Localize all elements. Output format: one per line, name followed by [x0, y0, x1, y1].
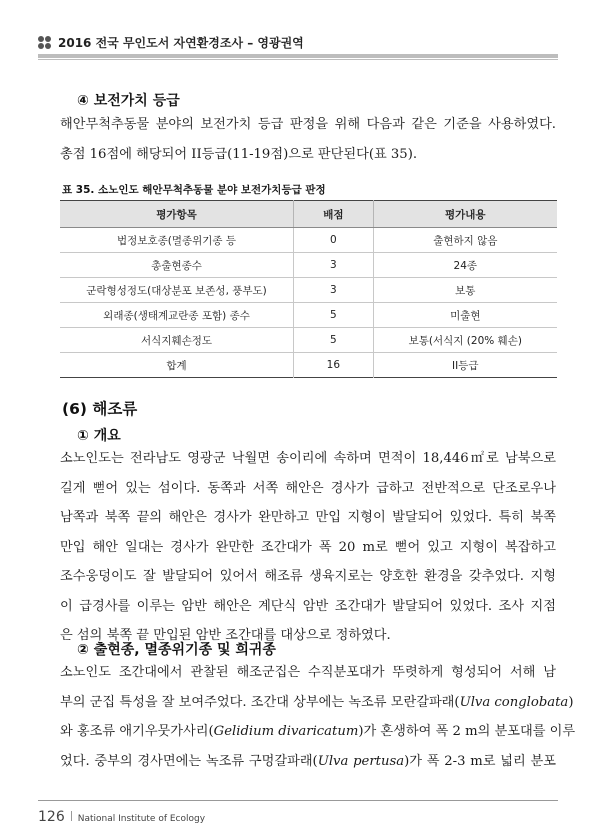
table-cell: 법정보호종(멸종위기종 등 — [60, 228, 294, 253]
paragraph-line: 이 급경사를 이루는 암반 해안은 계단식 암반 조간대가 발달되어 있었다. 조사 지점 — [60, 598, 556, 614]
paragraph-line: 은 섬의 북쪽 끝 만입된 암반 조간대를 대상으로 정하였다. — [60, 628, 391, 643]
column-header: 평가내용 — [373, 201, 557, 228]
table-total-row — [60, 353, 557, 378]
text-run: ) — [568, 694, 574, 710]
paragraph-line: 길게 뻗어 있는 섬이다. 동쪽과 서쪽 해안은 경사가 급하고 전반적으로 단조로우나 — [60, 480, 556, 496]
text-run: )가 폭 2-3 m로 넓리 분포 — [404, 753, 556, 769]
paragraph-line: 해안무척추동물 분야의 보전가치 등급 판정을 위해 다음과 같은 기준을 사용하였다. — [60, 117, 556, 132]
column-header: 배점 — [294, 201, 374, 228]
text-run: )가 혼생하여 폭 2 m의 분포대를 이루 — [358, 724, 576, 739]
text-run: 었다. 중부의 경사면에는 녹조류 구멍갈파래( — [60, 753, 318, 769]
table-cell: 외래종(생태계교란종 포함) 종수 — [60, 303, 294, 328]
species-name: Gelidium divaricatum — [213, 724, 359, 739]
table-row — [60, 253, 557, 278]
page-footer — [38, 806, 205, 825]
paragraph-line: 총점 16점에 해당되어 II등급(11-19점)으로 판단된다(표 35). — [60, 146, 418, 162]
table-cell: 보통 — [373, 278, 557, 303]
table-cell: 3 — [294, 278, 374, 303]
table-cell: 0 — [294, 228, 374, 253]
header-title: 2016 전국 무인도서 자연환경조사 – 영광권역 — [58, 36, 304, 50]
table-cell: 총출현종수 — [60, 253, 294, 278]
overview-paragraph — [60, 444, 556, 651]
table-cell: 5 — [294, 328, 374, 353]
paragraph-line — [60, 688, 574, 718]
conservation-grade-table — [60, 200, 557, 378]
paragraph-line — [60, 747, 556, 777]
species-name: Ulva pertusa — [317, 753, 405, 769]
table-cell: 5 — [294, 303, 374, 328]
paragraph-line: 조수웅덩이도 잘 발달되어 있어서 해조류 생육지로는 양호한 환경을 갖추었다. 지형 — [60, 569, 556, 584]
table-caption: 표 35. 소노인도 해안무척추동물 분야 보전가치등급 판정 — [62, 184, 326, 196]
footer-separator — [71, 811, 72, 821]
header-rule-thin — [38, 59, 558, 60]
table-row — [60, 303, 557, 328]
table-cell: 보통(서식지 (20% 훼손) — [373, 328, 557, 353]
table-cell: 서식지훼손정도 — [60, 328, 294, 353]
species-name: Ulva conglobata — [459, 694, 569, 710]
header-dots-icon — [38, 36, 52, 50]
running-header — [38, 32, 558, 60]
paragraph-line: 만입 해안 일대는 경사가 완만한 조간대가 폭 20 m로 뻗어 있고 지형이 복잡하고 — [60, 539, 556, 555]
page-number: 126 — [38, 809, 65, 825]
text-run: 부의 군집 특성을 잘 보여주었다. 조간대 상부에는 녹조류 모란갈파래( — [60, 694, 460, 710]
column-header: 평가항목 — [60, 201, 294, 228]
table-row — [60, 328, 557, 353]
text-run: 와 홍조류 애기우뭇가사리( — [60, 724, 214, 739]
table-header-row — [60, 201, 557, 228]
paragraph-line: 소노인도 조간대에서 관찰된 해조군집은 수직분포대가 뚜렷하게 형성되어 서해 남 — [60, 665, 556, 680]
paragraph-line: 남쪽과 북쪽 끝의 해안은 경사가 완만하고 만입 지형이 발달되어 있었다. 특히 북쪽 — [60, 510, 556, 525]
conservation-grade-paragraph — [60, 110, 556, 169]
table-cell: 3 — [294, 253, 374, 278]
paragraph-line — [60, 717, 576, 747]
table-cell: 합계 — [166, 359, 187, 372]
table-row — [60, 228, 557, 253]
seaweed-section-heading: (6) 해조류 — [62, 400, 138, 418]
paragraph-line: 소노인도는 전라남도 영광군 낙월면 송이리에 속하며 면적이 18,446㎡로 남북으로 — [60, 451, 556, 466]
table-cell: 16 — [294, 353, 374, 378]
footer-rule — [38, 800, 558, 801]
table-cell: 24종 — [373, 253, 557, 278]
conservation-grade-heading: ④ 보전가치 등급 — [77, 93, 180, 109]
table-cell: 출현하지 않음 — [373, 228, 557, 253]
table-row — [60, 278, 557, 303]
header-rule — [38, 54, 558, 58]
overview-heading: ① 개요 — [77, 428, 121, 444]
occurrence-paragraph — [60, 658, 576, 776]
table-cell: 군락형성정도(대상분포 보존성, 풍부도) — [60, 278, 294, 303]
table-cell: II등급 — [373, 353, 557, 378]
table-cell: 미출현 — [373, 303, 557, 328]
institute-name: National Institute of Ecology — [77, 814, 206, 824]
occurrence-heading: ② 출현종, 멸종위기종 및 희귀종 — [77, 642, 276, 658]
